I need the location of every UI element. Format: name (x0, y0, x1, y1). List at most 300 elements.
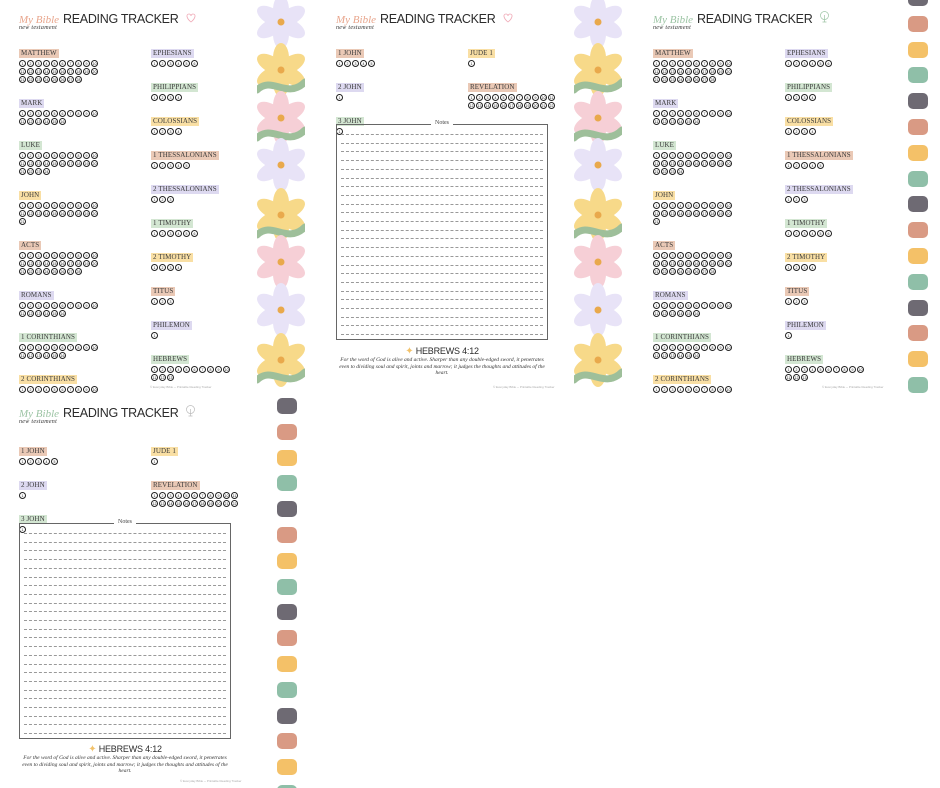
chapter-circle[interactable]: 14 (678, 262, 683, 266)
chapter-circle[interactable]: 14 (44, 70, 49, 74)
chapter-circle[interactable]: 7 (67, 60, 74, 67)
chapter-circle[interactable]: 8 (75, 110, 82, 117)
chapter-circle[interactable]: 22 (662, 170, 667, 174)
chapter-circle[interactable]: 11 (654, 162, 659, 166)
chapter-circle[interactable]: 25 (52, 270, 57, 274)
chapter-circle[interactable]: 5 (51, 458, 58, 465)
chapter-circle[interactable]: 18 (710, 162, 715, 166)
chapter-circle[interactable]: 1 (336, 60, 343, 67)
chapter-circle[interactable]: 1 (785, 264, 792, 271)
chapter-circle[interactable]: 6 (693, 110, 700, 117)
chapter-circle[interactable]: 10 (726, 304, 731, 308)
chapter-circle[interactable]: 17 (192, 502, 197, 506)
chapter-circle[interactable]: 1 (19, 386, 26, 393)
chapter-circle[interactable]: 11 (20, 120, 25, 124)
chapter-circle[interactable]: 7 (701, 302, 708, 309)
chapter-circle[interactable]: 20 (216, 502, 221, 506)
chapter-circle[interactable]: 27 (68, 78, 73, 82)
chapter-circle[interactable]: 2 (793, 162, 800, 169)
chapter-circle[interactable]: 16 (60, 354, 65, 358)
chapter-circle[interactable]: 21 (654, 220, 659, 224)
chapter-circle[interactable]: 11 (232, 494, 237, 498)
chapter-circle[interactable]: 3 (35, 202, 42, 209)
chapter-circle[interactable]: 3 (669, 302, 676, 309)
chapter-circle[interactable]: 10 (224, 368, 229, 372)
chapter-circle[interactable]: 18 (76, 262, 81, 266)
chapter-circle[interactable]: 5 (685, 110, 692, 117)
chapter-circle[interactable]: 26 (60, 270, 65, 274)
chapter-circle[interactable]: 15 (52, 70, 57, 74)
chapter-circle[interactable]: 7 (516, 94, 523, 101)
chapter-circle[interactable]: 4 (492, 94, 499, 101)
chapter-circle[interactable]: 15 (176, 502, 181, 506)
chapter-circle[interactable]: 2 (27, 458, 34, 465)
chapter-circle[interactable]: 19 (525, 104, 530, 108)
chapter-circle[interactable]: 3 (669, 386, 676, 393)
chapter-circle[interactable]: 9 (83, 202, 90, 209)
chapter-circle[interactable]: 11 (654, 212, 659, 216)
chapter-circle[interactable]: 5 (183, 230, 190, 237)
chapter-circle[interactable]: 6 (825, 230, 832, 237)
chapter-circle[interactable]: 6 (508, 94, 515, 101)
chapter-circle[interactable]: 9 (83, 344, 90, 351)
chapter-circle[interactable]: 4 (175, 492, 182, 499)
chapter-circle[interactable]: 13 (670, 70, 675, 74)
chapter-circle[interactable]: 17 (68, 212, 73, 216)
chapter-circle[interactable]: 6 (191, 60, 198, 67)
chapter-circle[interactable]: 15 (686, 120, 691, 124)
chapter-circle[interactable]: 10 (92, 204, 97, 208)
chapter-circle[interactable]: 13 (802, 376, 807, 380)
chapter-circle[interactable]: 16 (694, 120, 699, 124)
chapter-circle[interactable]: 10 (92, 388, 97, 392)
chapter-circle[interactable]: 1 (653, 386, 660, 393)
chapter-circle[interactable]: 6 (693, 202, 700, 209)
chapter-circle[interactable]: 4 (677, 302, 684, 309)
chapter-circle[interactable]: 1 (151, 128, 158, 135)
chapter-circle[interactable]: 1 (19, 202, 26, 209)
chapter-circle[interactable]: 3 (167, 162, 174, 169)
chapter-circle[interactable]: 20 (92, 70, 97, 74)
chapter-circle[interactable]: 9 (215, 492, 222, 499)
chapter-circle[interactable]: 5 (51, 252, 58, 259)
chapter-circle[interactable]: 7 (701, 60, 708, 67)
chapter-circle[interactable]: 3 (801, 162, 808, 169)
chapter-circle[interactable]: 22 (662, 270, 667, 274)
chapter-circle[interactable]: 20 (92, 262, 97, 266)
chapter-circle[interactable]: 6 (59, 302, 66, 309)
chapter-circle[interactable]: 4 (677, 202, 684, 209)
chapter-circle[interactable]: 10 (541, 96, 546, 100)
chapter-circle[interactable]: 1 (151, 458, 158, 465)
chapter-circle[interactable]: 6 (59, 60, 66, 67)
chapter-circle[interactable]: 6 (693, 252, 700, 259)
chapter-circle[interactable]: 1 (151, 94, 158, 101)
chapter-circle[interactable]: 26 (694, 270, 699, 274)
chapter-circle[interactable]: 2 (793, 128, 800, 135)
chapter-circle[interactable]: 1 (653, 152, 660, 159)
chapter-circle[interactable]: 1 (785, 94, 792, 101)
chapter-circle[interactable]: 7 (199, 366, 206, 373)
chapter-circle[interactable]: 1 (336, 128, 343, 135)
chapter-circle[interactable]: 1 (19, 492, 26, 499)
chapter-circle[interactable]: 2 (661, 60, 668, 67)
chapter-circle[interactable]: 3 (801, 366, 808, 373)
chapter-circle[interactable]: 17 (702, 70, 707, 74)
chapter-circle[interactable]: 17 (509, 104, 514, 108)
chapter-circle[interactable]: 12 (662, 354, 667, 358)
chapter-circle[interactable]: 8 (207, 492, 214, 499)
chapter-circle[interactable]: 1 (653, 252, 660, 259)
chapter-circle[interactable]: 2 (27, 386, 34, 393)
chapter-circle[interactable]: 5 (685, 152, 692, 159)
chapter-circle[interactable]: 10 (92, 304, 97, 308)
chapter-circle[interactable]: 9 (83, 60, 90, 67)
chapter-circle[interactable]: 13 (477, 104, 482, 108)
chapter-circle[interactable]: 4 (677, 386, 684, 393)
chapter-circle[interactable]: 5 (183, 492, 190, 499)
chapter-circle[interactable]: 16 (501, 104, 506, 108)
chapter-circle[interactable]: 4 (677, 110, 684, 117)
chapter-circle[interactable]: 14 (44, 212, 49, 216)
chapter-circle[interactable]: 1 (151, 60, 158, 67)
chapter-circle[interactable]: 6 (191, 230, 198, 237)
chapter-circle[interactable]: 11 (20, 212, 25, 216)
chapter-circle[interactable]: 1 (653, 344, 660, 351)
chapter-circle[interactable]: 4 (677, 152, 684, 159)
chapter-circle[interactable]: 9 (717, 344, 724, 351)
chapter-circle[interactable]: 21 (654, 170, 659, 174)
chapter-circle[interactable]: 6 (191, 366, 198, 373)
chapter-circle[interactable]: 2 (27, 302, 34, 309)
chapter-circle[interactable]: 3 (167, 366, 174, 373)
chapter-circle[interactable]: 16 (694, 262, 699, 266)
chapter-circle[interactable]: 7 (701, 344, 708, 351)
chapter-circle[interactable]: 7 (833, 366, 840, 373)
chapter-circle[interactable]: 4 (677, 344, 684, 351)
chapter-circle[interactable]: 10 (726, 154, 731, 158)
chapter-circle[interactable]: 4 (175, 128, 182, 135)
chapter-circle[interactable]: 4 (43, 302, 50, 309)
chapter-circle[interactable]: 9 (717, 60, 724, 67)
chapter-circle[interactable]: 7 (701, 110, 708, 117)
chapter-circle[interactable]: 15 (686, 212, 691, 216)
chapter-circle[interactable]: 21 (541, 104, 546, 108)
chapter-circle[interactable]: 19 (208, 502, 213, 506)
chapter-circle[interactable]: 11 (654, 120, 659, 124)
chapter-circle[interactable]: 7 (199, 492, 206, 499)
chapter-circle[interactable]: 22 (28, 170, 33, 174)
chapter-circle[interactable]: 9 (717, 252, 724, 259)
chapter-circle[interactable]: 3 (35, 302, 42, 309)
chapter-circle[interactable]: 5 (817, 230, 824, 237)
chapter-circle[interactable]: 16 (694, 312, 699, 316)
chapter-circle[interactable]: 9 (83, 302, 90, 309)
chapter-circle[interactable]: 2 (661, 152, 668, 159)
chapter-circle[interactable]: 3 (167, 94, 174, 101)
chapter-circle[interactable]: 5 (51, 344, 58, 351)
chapter-circle[interactable]: 4 (809, 366, 816, 373)
chapter-circle[interactable]: 2 (159, 366, 166, 373)
chapter-circle[interactable]: 19 (718, 262, 723, 266)
chapter-circle[interactable]: 17 (702, 212, 707, 216)
chapter-circle[interactable]: 8 (709, 344, 716, 351)
chapter-circle[interactable]: 2 (27, 344, 34, 351)
chapter-circle[interactable]: 15 (52, 354, 57, 358)
chapter-circle[interactable]: 2 (159, 492, 166, 499)
chapter-circle[interactable]: 9 (717, 386, 724, 393)
chapter-circle[interactable]: 20 (92, 162, 97, 166)
chapter-circle[interactable]: 4 (43, 252, 50, 259)
chapter-circle[interactable]: 9 (849, 366, 856, 373)
chapter-circle[interactable]: 14 (44, 120, 49, 124)
chapter-circle[interactable]: 20 (726, 162, 731, 166)
chapter-circle[interactable]: 1 (336, 94, 343, 101)
chapter-circle[interactable]: 18 (710, 70, 715, 74)
chapter-circle[interactable]: 24 (678, 270, 683, 274)
chapter-circle[interactable]: 6 (693, 60, 700, 67)
chapter-circle[interactable]: 7 (701, 202, 708, 209)
chapter-circle[interactable]: 4 (43, 60, 50, 67)
chapter-circle[interactable]: 14 (678, 70, 683, 74)
chapter-circle[interactable]: 22 (662, 78, 667, 82)
chapter-circle[interactable]: 10 (726, 254, 731, 258)
chapter-circle[interactable]: 10 (726, 112, 731, 116)
chapter-circle[interactable]: 15 (52, 212, 57, 216)
chapter-circle[interactable]: 15 (686, 312, 691, 316)
chapter-circle[interactable]: 8 (709, 202, 716, 209)
chapter-circle[interactable]: 1 (19, 60, 26, 67)
chapter-circle[interactable]: 9 (83, 252, 90, 259)
chapter-circle[interactable]: 8 (75, 386, 82, 393)
chapter-circle[interactable]: 1 (468, 94, 475, 101)
chapter-circle[interactable]: 11 (654, 262, 659, 266)
chapter-circle[interactable]: 3 (167, 230, 174, 237)
chapter-circle[interactable]: 1 (785, 298, 792, 305)
chapter-circle[interactable]: 12 (28, 212, 33, 216)
chapter-circle[interactable]: 4 (809, 264, 816, 271)
chapter-circle[interactable]: 19 (718, 212, 723, 216)
chapter-circle[interactable]: 4 (360, 60, 367, 67)
chapter-circle[interactable]: 12 (469, 104, 474, 108)
chapter-circle[interactable]: 1 (785, 366, 792, 373)
chapter-circle[interactable]: 21 (654, 270, 659, 274)
chapter-circle[interactable]: 10 (92, 346, 97, 350)
chapter-circle[interactable]: 1 (19, 526, 26, 533)
chapter-circle[interactable]: 1 (19, 458, 26, 465)
chapter-circle[interactable]: 15 (493, 104, 498, 108)
chapter-circle[interactable]: 2 (159, 196, 166, 203)
chapter-circle[interactable]: 10 (726, 62, 731, 66)
chapter-circle[interactable]: 15 (52, 120, 57, 124)
chapter-circle[interactable]: 14 (678, 312, 683, 316)
chapter-circle[interactable]: 5 (817, 366, 824, 373)
chapter-circle[interactable]: 19 (718, 162, 723, 166)
chapter-circle[interactable]: 4 (809, 162, 816, 169)
chapter-circle[interactable]: 5 (685, 302, 692, 309)
chapter-circle[interactable]: 4 (175, 264, 182, 271)
chapter-circle[interactable]: 3 (167, 264, 174, 271)
chapter-circle[interactable]: 3 (352, 60, 359, 67)
chapter-circle[interactable]: 21 (654, 78, 659, 82)
chapter-circle[interactable]: 9 (215, 366, 222, 373)
chapter-circle[interactable]: 10 (92, 154, 97, 158)
chapter-circle[interactable]: 2 (27, 252, 34, 259)
chapter-circle[interactable]: 15 (52, 262, 57, 266)
chapter-circle[interactable]: 8 (709, 60, 716, 67)
chapter-circle[interactable]: 3 (167, 196, 174, 203)
chapter-circle[interactable]: 8 (75, 252, 82, 259)
chapter-circle[interactable]: 4 (175, 230, 182, 237)
chapter-circle[interactable]: 10 (224, 494, 229, 498)
chapter-circle[interactable]: 16 (60, 312, 65, 316)
chapter-circle[interactable]: 9 (83, 386, 90, 393)
chapter-circle[interactable]: 11 (549, 96, 554, 100)
chapter-circle[interactable]: 27 (702, 270, 707, 274)
chapter-circle[interactable]: 12 (160, 376, 165, 380)
chapter-circle[interactable]: 7 (701, 386, 708, 393)
chapter-circle[interactable]: 1 (785, 162, 792, 169)
chapter-circle[interactable]: 13 (36, 354, 41, 358)
chapter-circle[interactable]: 1 (151, 298, 158, 305)
chapter-circle[interactable]: 4 (43, 110, 50, 117)
chapter-circle[interactable]: 4 (43, 344, 50, 351)
chapter-circle[interactable]: 4 (809, 60, 816, 67)
chapter-circle[interactable]: 1 (653, 202, 660, 209)
chapter-circle[interactable]: 3 (801, 264, 808, 271)
chapter-circle[interactable]: 1 (19, 302, 26, 309)
chapter-circle[interactable]: 9 (83, 110, 90, 117)
chapter-circle[interactable]: 17 (68, 262, 73, 266)
chapter-circle[interactable]: 23 (670, 78, 675, 82)
chapter-circle[interactable]: 12 (28, 70, 33, 74)
chapter-circle[interactable]: 4 (809, 94, 816, 101)
chapter-circle[interactable]: 4 (43, 202, 50, 209)
chapter-circle[interactable]: 2 (793, 60, 800, 67)
chapter-circle[interactable]: 1 (653, 110, 660, 117)
chapter-circle[interactable]: 18 (200, 502, 205, 506)
chapter-circle[interactable]: 25 (686, 78, 691, 82)
chapter-circle[interactable]: 13 (670, 262, 675, 266)
chapter-circle[interactable]: 20 (726, 70, 731, 74)
chapter-circle[interactable]: 6 (825, 366, 832, 373)
chapter-circle[interactable]: 25 (52, 78, 57, 82)
chapter-circle[interactable]: 6 (191, 492, 198, 499)
chapter-circle[interactable]: 2 (27, 60, 34, 67)
chapter-circle[interactable]: 3 (167, 60, 174, 67)
chapter-circle[interactable]: 3 (167, 492, 174, 499)
chapter-circle[interactable]: 19 (84, 70, 89, 74)
chapter-circle[interactable]: 1 (151, 196, 158, 203)
chapter-circle[interactable]: 7 (67, 110, 74, 117)
chapter-circle[interactable]: 6 (693, 386, 700, 393)
chapter-circle[interactable]: 24 (44, 170, 49, 174)
chapter-circle[interactable]: 23 (670, 270, 675, 274)
chapter-circle[interactable]: 24 (678, 78, 683, 82)
chapter-circle[interactable]: 6 (59, 110, 66, 117)
chapter-circle[interactable]: 13 (36, 212, 41, 216)
chapter-circle[interactable]: 21 (224, 502, 229, 506)
chapter-circle[interactable]: 1 (19, 344, 26, 351)
chapter-circle[interactable]: 5 (368, 60, 375, 67)
chapter-circle[interactable]: 2 (159, 230, 166, 237)
chapter-circle[interactable]: 9 (717, 152, 724, 159)
chapter-circle[interactable]: 5 (685, 252, 692, 259)
chapter-circle[interactable]: 7 (67, 252, 74, 259)
chapter-circle[interactable]: 28 (710, 270, 715, 274)
chapter-circle[interactable]: 24 (44, 78, 49, 82)
chapter-circle[interactable]: 3 (801, 196, 808, 203)
chapter-circle[interactable]: 22 (28, 78, 33, 82)
chapter-circle[interactable]: 26 (694, 78, 699, 82)
chapter-circle[interactable]: 19 (84, 212, 89, 216)
chapter-circle[interactable]: 3 (35, 386, 42, 393)
chapter-circle[interactable]: 7 (67, 152, 74, 159)
chapter-circle[interactable]: 9 (717, 202, 724, 209)
chapter-circle[interactable]: 8 (75, 344, 82, 351)
chapter-circle[interactable]: 10 (92, 112, 97, 116)
chapter-circle[interactable]: 17 (702, 262, 707, 266)
chapter-circle[interactable]: 5 (51, 386, 58, 393)
chapter-circle[interactable]: 12 (152, 502, 157, 506)
chapter-circle[interactable]: 2 (661, 202, 668, 209)
chapter-circle[interactable]: 4 (175, 60, 182, 67)
chapter-circle[interactable]: 14 (44, 354, 49, 358)
chapter-circle[interactable]: 13 (670, 120, 675, 124)
chapter-circle[interactable]: 8 (709, 110, 716, 117)
chapter-circle[interactable]: 8 (709, 252, 716, 259)
chapter-circle[interactable]: 2 (344, 60, 351, 67)
chapter-circle[interactable]: 11 (20, 70, 25, 74)
chapter-circle[interactable]: 4 (175, 162, 182, 169)
chapter-circle[interactable]: 3 (669, 60, 676, 67)
chapter-circle[interactable]: 2 (27, 152, 34, 159)
chapter-circle[interactable]: 17 (68, 162, 73, 166)
chapter-circle[interactable]: 2 (661, 252, 668, 259)
chapter-circle[interactable]: 1 (151, 492, 158, 499)
chapter-circle[interactable]: 2 (793, 230, 800, 237)
chapter-circle[interactable]: 5 (500, 94, 507, 101)
chapter-circle[interactable]: 1 (19, 152, 26, 159)
chapter-circle[interactable]: 1 (785, 230, 792, 237)
chapter-circle[interactable]: 8 (709, 302, 716, 309)
chapter-circle[interactable]: 5 (183, 60, 190, 67)
chapter-circle[interactable]: 14 (678, 162, 683, 166)
chapter-circle[interactable]: 2 (159, 128, 166, 135)
chapter-circle[interactable]: 8 (841, 366, 848, 373)
chapter-circle[interactable]: 14 (678, 212, 683, 216)
chapter-circle[interactable]: 4 (809, 128, 816, 135)
chapter-circle[interactable]: 15 (686, 262, 691, 266)
chapter-circle[interactable]: 1 (653, 302, 660, 309)
chapter-circle[interactable]: 15 (52, 162, 57, 166)
chapter-circle[interactable]: 12 (794, 376, 799, 380)
chapter-circle[interactable]: 20 (92, 212, 97, 216)
chapter-circle[interactable]: 10 (726, 204, 731, 208)
chapter-circle[interactable]: 27 (702, 78, 707, 82)
chapter-circle[interactable]: 21 (20, 170, 25, 174)
chapter-circle[interactable]: 12 (28, 262, 33, 266)
chapter-circle[interactable]: 6 (825, 60, 832, 67)
chapter-circle[interactable]: 4 (43, 386, 50, 393)
chapter-circle[interactable]: 3 (801, 298, 808, 305)
chapter-circle[interactable]: 27 (68, 270, 73, 274)
chapter-circle[interactable]: 2 (661, 344, 668, 351)
chapter-circle[interactable]: 3 (669, 202, 676, 209)
chapter-circle[interactable]: 8 (709, 386, 716, 393)
chapter-circle[interactable]: 21 (20, 270, 25, 274)
chapter-circle[interactable]: 2 (159, 94, 166, 101)
